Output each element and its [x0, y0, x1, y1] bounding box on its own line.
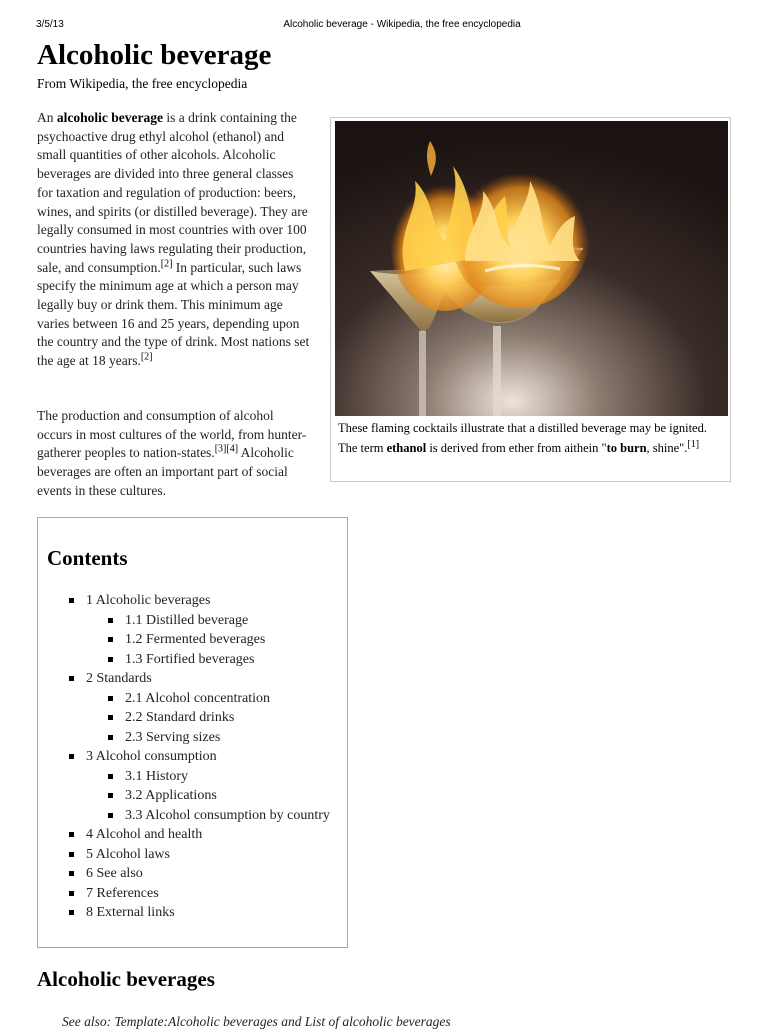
bullet-icon — [108, 813, 113, 818]
citation-link[interactable]: [1] — [687, 438, 700, 450]
caption-text-c: , shine". — [646, 441, 688, 455]
toc-item[interactable] — [38, 650, 330, 670]
bullet-icon — [69, 852, 74, 857]
toc-item-label[interactable]: 5 Alcohol laws — [86, 846, 170, 862]
toc-item[interactable] — [38, 845, 330, 865]
toc-item[interactable] — [38, 903, 330, 923]
toc-item[interactable] — [38, 689, 330, 709]
bullet-icon — [108, 715, 113, 720]
toc-item[interactable] — [38, 786, 330, 806]
print-header — [0, 19, 768, 33]
toc-item-label[interactable]: 4 Alcohol and health — [86, 827, 203, 842]
toc-item[interactable] — [38, 747, 330, 767]
citation-link[interactable]: [2] — [140, 351, 153, 363]
toc-list — [38, 591, 330, 923]
print-date: 3/5/13 — [36, 19, 64, 30]
toc-item-label[interactable]: 6 See also — [86, 866, 143, 881]
bullet-icon — [69, 910, 74, 915]
bullet-icon — [108, 735, 113, 740]
toc-item[interactable] — [38, 728, 330, 748]
citation-link[interactable]: [2] — [160, 258, 173, 270]
toc-item[interactable] — [38, 708, 330, 728]
p2-text-a: The production and consumption of alcohol occurs in most cultures of the world, from hunter-gatherer peoples to nation-states. — [37, 408, 307, 461]
toc-item[interactable] — [38, 864, 330, 884]
intro-paragraph-1 — [37, 109, 312, 371]
infobox — [330, 117, 731, 482]
toc-item[interactable] — [38, 884, 330, 904]
toc-item-label[interactable]: 3 Alcohol consumption — [86, 749, 217, 764]
section-heading: Alcoholic beverages — [37, 967, 215, 991]
bullet-icon — [108, 774, 113, 779]
table-of-contents — [37, 517, 348, 948]
page-title: Alcoholic beverage — [37, 39, 272, 71]
toc-item[interactable] — [38, 630, 330, 650]
see-also-note: See also: Template:Alcoholic beverages and List of alcoholic beverages — [62, 1014, 451, 1029]
caption-bold-to-burn: to burn — [606, 441, 647, 455]
caption-bold-ethanol: ethanol — [386, 441, 427, 455]
cocktail-illustration — [335, 121, 728, 416]
toc-item[interactable] — [38, 669, 330, 689]
bullet-icon — [108, 618, 113, 623]
toc-item-label[interactable]: 3.2 Applications — [125, 788, 217, 803]
intro-paragraph-2 — [37, 407, 312, 501]
toc-item-label[interactable]: 1.3 Fortified beverages — [125, 651, 255, 667]
p1-text-b: is a drink containing the psychoactive drug ethyl alcohol (ethanol) and small quantities of other alcohols. Alcoholic beverages are divided into three general classes for taxation and regulation of production: beers, wines, and spirits (or distilled beverage). They are legally consumed in most countries with over 100 countries having laws regulating their production, sale, and consumption. — [37, 110, 308, 275]
toc-item[interactable] — [38, 825, 330, 845]
toc-item-label[interactable]: 1.1 Distilled beverage — [125, 612, 249, 628]
toc-item[interactable] — [38, 806, 330, 826]
toc-item-label[interactable]: 7 References — [86, 885, 159, 901]
bullet-icon — [69, 832, 74, 837]
toc-item-label[interactable]: 1.2 Fermented beverages — [125, 632, 266, 647]
image-caption — [338, 418, 723, 458]
toc-item-label[interactable]: 1 Alcoholic beverages — [86, 593, 211, 608]
bullet-icon — [108, 793, 113, 798]
toc-item-label[interactable]: 3.3 Alcohol consumption by country — [125, 807, 330, 823]
bullet-icon — [108, 696, 113, 701]
toc-item-label[interactable]: 8 External links — [86, 905, 175, 920]
bullet-icon — [69, 598, 74, 603]
caption-text-a: These flaming cocktails illustrate that a distilled beverage may be ignited. The term — [338, 421, 707, 455]
bullet-icon — [108, 657, 113, 662]
bullet-icon — [69, 891, 74, 896]
p1-text-c: In particular, such laws specify the minimum age at which a person may legally buy or drink them. This minimum age varies between 16 and 25 years, depending upon the country and the type of drink. Most nations set the age at 18 years. — [37, 259, 310, 369]
caption-text-b: is derived from ether from aithein " — [426, 441, 607, 455]
toc-item-label[interactable]: 2.1 Alcohol concentration — [125, 690, 271, 706]
toc-item-label[interactable]: 2 Standards — [86, 671, 152, 686]
p2-text-b: Alcoholic beverages are often an important part of social events in these cultures. — [37, 445, 294, 498]
toc-item[interactable] — [38, 767, 330, 787]
toc-item-label[interactable]: 2.2 Standard drinks — [125, 710, 235, 725]
bullet-icon — [69, 871, 74, 876]
page-subtitle: From Wikipedia, the free encyclopedia — [37, 76, 248, 91]
toc-item-label[interactable]: 2.3 Serving sizes — [125, 729, 221, 745]
p1-text-a: An — [37, 110, 57, 125]
bullet-icon — [69, 676, 74, 681]
toc-item[interactable] — [38, 611, 330, 631]
citation-link[interactable]: [3][4] — [214, 443, 239, 455]
toc-heading: Contents — [47, 546, 128, 570]
print-title: Alcoholic beverage - Wikipedia, the free encyclopedia — [283, 19, 521, 30]
toc-item-label[interactable]: 3.1 History — [125, 768, 188, 784]
p1-bold-term: alcoholic beverage — [56, 110, 163, 125]
flaming-cocktails-image[interactable] — [335, 121, 728, 416]
toc-item[interactable] — [38, 591, 330, 611]
bullet-icon — [69, 754, 74, 759]
bullet-icon — [108, 637, 113, 642]
